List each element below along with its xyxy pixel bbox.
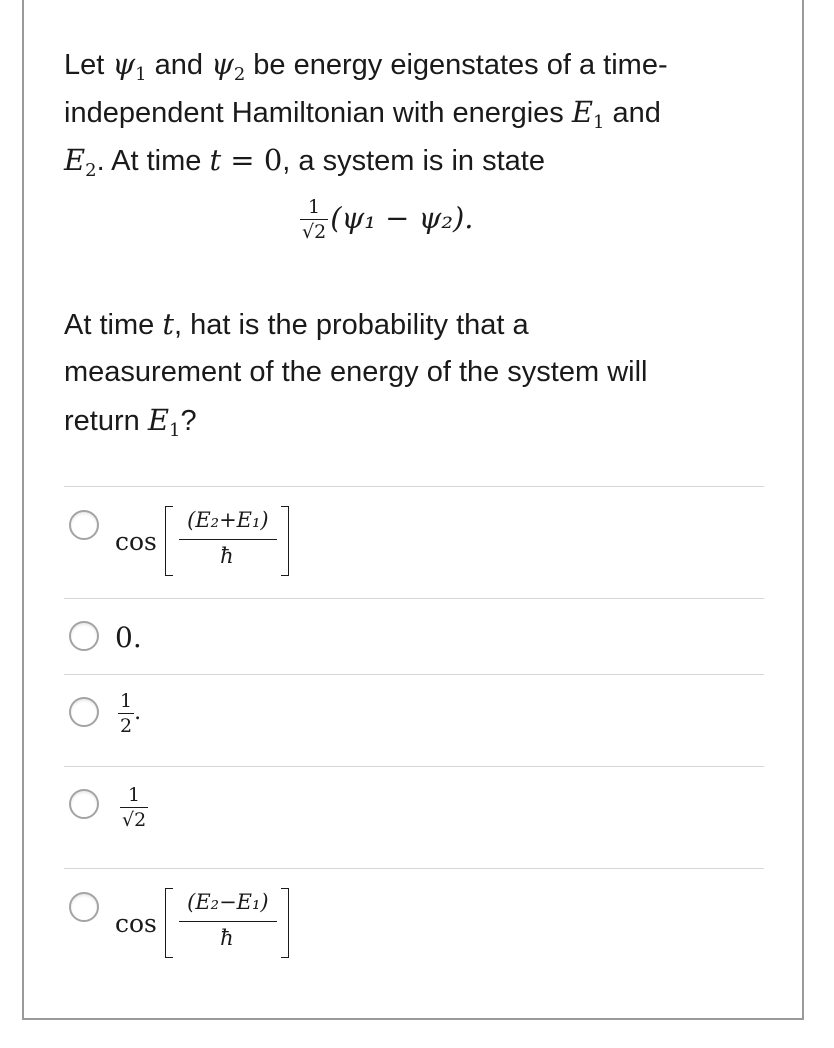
option-5-radio[interactable] bbox=[69, 892, 99, 922]
fraction-numerator: 1 bbox=[308, 196, 321, 218]
text-segment: At time bbox=[64, 309, 163, 341]
text-and: and bbox=[146, 49, 212, 81]
question-line-3 bbox=[64, 136, 545, 189]
time-variable: t bbox=[162, 307, 174, 341]
fraction-denominator: √2 bbox=[122, 809, 147, 831]
subscript: 1 bbox=[593, 112, 605, 134]
energy-symbol: E bbox=[64, 143, 86, 177]
text-segment: , a system is in state bbox=[282, 145, 545, 177]
question-line-6 bbox=[64, 396, 197, 449]
fraction-numerator: (E₂−E₁) bbox=[187, 890, 269, 914]
text-let: Let bbox=[64, 49, 113, 81]
time-variable: t bbox=[209, 143, 222, 177]
option-1-radio[interactable] bbox=[69, 510, 99, 540]
state-expression: (ψ₁ − ψ₂). bbox=[330, 201, 474, 235]
fraction bbox=[118, 692, 134, 736]
equals-zero: = 0 bbox=[221, 143, 283, 177]
psi-symbol: ψ bbox=[112, 47, 136, 81]
subscript: 1 bbox=[135, 64, 147, 86]
question-mark: ? bbox=[180, 405, 197, 437]
period: . bbox=[134, 700, 142, 725]
option-5-answer[interactable] bbox=[115, 888, 289, 958]
question-line-2 bbox=[64, 88, 661, 141]
cos-function: cos bbox=[115, 908, 157, 938]
option-3-radio[interactable] bbox=[69, 697, 99, 727]
fraction-bar bbox=[179, 539, 277, 540]
bracketed-fraction bbox=[165, 888, 289, 958]
subscript: 2 bbox=[233, 64, 246, 86]
cos-function: cos bbox=[115, 526, 157, 556]
divider bbox=[64, 598, 764, 599]
text-segment: , hat is the probability that a bbox=[173, 309, 529, 341]
option-4-answer[interactable] bbox=[120, 786, 148, 830]
fraction-numerator: 1 bbox=[128, 784, 141, 806]
text-segment: . At time bbox=[96, 145, 210, 177]
fraction-numerator: 1 bbox=[120, 690, 133, 712]
divider bbox=[64, 674, 764, 675]
right-bracket bbox=[281, 506, 289, 576]
subscript: 1 bbox=[169, 420, 181, 442]
energy-symbol: E bbox=[147, 403, 169, 437]
question-line-1 bbox=[64, 40, 668, 93]
text-segment: independent Hamiltonian with energies bbox=[64, 97, 572, 129]
fraction-denominator: √2 bbox=[302, 221, 327, 243]
text-and: and bbox=[604, 97, 661, 129]
question-line-5 bbox=[64, 348, 647, 396]
option-4-radio[interactable] bbox=[69, 789, 99, 819]
question-line-4 bbox=[64, 300, 529, 349]
fraction bbox=[120, 786, 148, 830]
option-3-answer[interactable] bbox=[118, 692, 141, 736]
text-segment: be energy eigenstates of a time- bbox=[245, 49, 668, 81]
fraction-bar bbox=[179, 921, 277, 922]
option-1-answer[interactable] bbox=[115, 506, 289, 576]
divider bbox=[64, 766, 764, 767]
bracketed-fraction bbox=[165, 506, 289, 576]
text-segment: measurement of the energy of the system will bbox=[64, 356, 648, 388]
state-equation bbox=[300, 198, 474, 242]
subscript: 2 bbox=[85, 160, 97, 182]
divider bbox=[64, 868, 764, 869]
option-2-radio[interactable] bbox=[69, 621, 99, 651]
fraction-denominator: 2 bbox=[120, 715, 133, 737]
energy-symbol: E bbox=[571, 95, 593, 129]
text-return: return bbox=[64, 405, 148, 437]
psi-symbol: ψ bbox=[211, 47, 234, 81]
fraction-denominator: ħ bbox=[220, 926, 234, 950]
divider bbox=[64, 486, 764, 487]
fraction-denominator: ħ bbox=[220, 544, 234, 568]
option-2-answer[interactable]: 0. bbox=[115, 621, 142, 654]
right-bracket bbox=[281, 888, 289, 958]
fraction bbox=[300, 198, 328, 242]
fraction-numerator: (E₂+E₁) bbox=[187, 508, 269, 532]
